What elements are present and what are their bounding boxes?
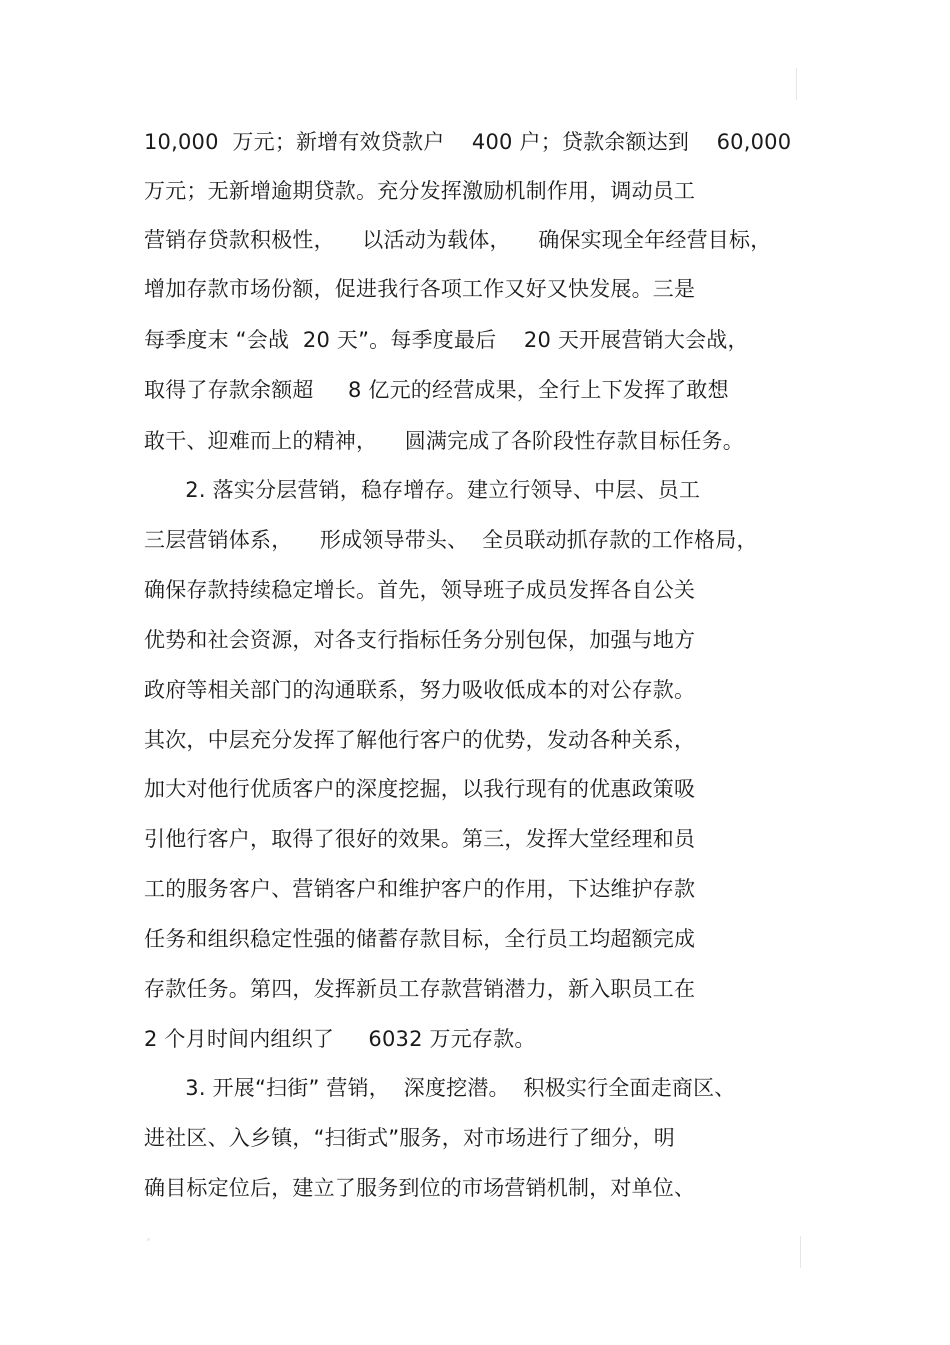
text-line-22: 确目标定位后，建立了服务到位的市场营销机制，对单位、 — [144, 1176, 696, 1200]
text-line-14: 加大对他行优质客户的深度挖掘，以我行现有的优惠政策吸 — [144, 777, 696, 801]
text-line-5: 每季度末 “会战 20 天”。每季度最后 20 天开展营销大会战， — [144, 328, 749, 352]
text-line-17: 任务和组织稳定性强的储蓄存款目标，全行员工均超额完成 — [144, 927, 696, 951]
text-line-21: 进社区、入乡镇，“扫街式”服务，对市场进行了细分，明 — [144, 1126, 675, 1150]
page-edge-mark-bottom — [800, 1236, 801, 1268]
text-line-19: 2 个月时间内组织了 6032 万元存款。 — [144, 1027, 536, 1051]
text-line-13: 其次，中层充分发挥了解他行客户的优势，发动各种关系， — [144, 728, 696, 752]
paragraph-2-heading-line: 2. 落实分层营销，稳存增存。建立行领导、中层、员工 — [144, 478, 701, 502]
text-line-7: 敢干、迎难而上的精神， 圆满完成了各阶段性存款目标任务。 — [144, 429, 744, 453]
text-line-3: 营销存贷款积极性， 以活动为载体， 确保实现全年经营目标， — [144, 228, 772, 252]
text-line-10: 确保存款持续稳定增长。首先，领导班子成员发挥各自公关 — [144, 578, 696, 602]
text-line-6: 取得了存款余额超 8 亿元的经营成果，全行上下发挥了敢想 — [144, 378, 729, 402]
text-line-11: 优势和社会资源，对各支行指标任务分别包保，加强与地方 — [144, 628, 696, 652]
text-line-1: 10,000 万元；新增有效贷款户 400 户；贷款余额达到 60,000 — [144, 130, 792, 154]
text-line-16: 工的服务客户、营销客户和维护客户的作用，下达维护存款 — [144, 877, 696, 901]
text-line-12: 政府等相关部门的沟通联系，努力吸收低成本的对公存款。 — [144, 678, 696, 702]
text-line-9: 三层营销体系， 形成领导带头、 全员联动抓存款的工作格局， — [144, 528, 758, 552]
paragraph-3-heading-line: 3. 开展“扫街” 营销， 深度挖潜。 积极实行全面走商区、 — [144, 1076, 736, 1100]
text-line-4: 增加存款市场份额，促进我行各项工作又好又快发展。三是 — [144, 277, 696, 301]
text-line-2: 万元；无新增逾期贷款。充分发挥激励机制作用，调动员工 — [144, 179, 696, 203]
text-line-15: 引他行客户，取得了很好的效果。第三，发挥大堂经理和员 — [144, 827, 696, 851]
text-line-18: 存款任务。第四，发挥新员工存款营销潜力，新入职员工在 — [144, 977, 696, 1001]
page-corner-mark — [147, 1238, 150, 1241]
page-edge-mark-top — [796, 68, 797, 100]
